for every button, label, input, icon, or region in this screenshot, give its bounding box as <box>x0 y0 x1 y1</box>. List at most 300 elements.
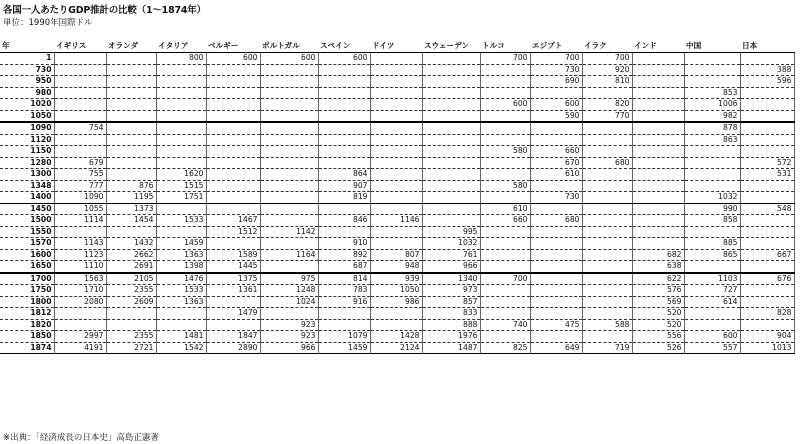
gdp-cell[interactable] <box>480 285 530 297</box>
gdp-cell[interactable] <box>632 226 684 238</box>
gdp-cell[interactable] <box>684 261 740 273</box>
gdp-cell[interactable] <box>370 226 422 238</box>
gdp-cell[interactable] <box>156 110 206 122</box>
year-cell[interactable]: 1850 <box>0 331 54 343</box>
gdp-cell[interactable]: 990 <box>684 203 740 215</box>
gdp-cell[interactable] <box>318 134 370 146</box>
gdp-cell[interactable] <box>54 134 106 146</box>
gdp-cell[interactable] <box>260 203 318 215</box>
gdp-cell[interactable]: 916 <box>318 296 370 308</box>
gdp-cell[interactable] <box>632 134 684 146</box>
gdp-cell[interactable] <box>740 53 794 65</box>
gdp-cell[interactable]: 876 <box>106 180 156 192</box>
gdp-cell[interactable] <box>582 192 632 204</box>
gdp-cell[interactable] <box>106 87 156 99</box>
gdp-cell[interactable] <box>260 76 318 88</box>
gdp-cell[interactable] <box>370 87 422 99</box>
gdp-cell[interactable] <box>370 146 422 158</box>
gdp-cell[interactable] <box>684 53 740 65</box>
gdp-cell[interactable]: 580 <box>480 146 530 158</box>
gdp-cell[interactable] <box>206 296 260 308</box>
gdp-cell[interactable] <box>206 76 260 88</box>
gdp-cell[interactable] <box>156 87 206 99</box>
gdp-cell[interactable]: 660 <box>530 146 582 158</box>
gdp-cell[interactable] <box>106 157 156 169</box>
gdp-cell[interactable] <box>422 146 480 158</box>
year-cell[interactable]: 1300 <box>0 169 54 181</box>
gdp-cell[interactable] <box>582 134 632 146</box>
gdp-cell[interactable] <box>206 203 260 215</box>
gdp-cell[interactable] <box>206 146 260 158</box>
gdp-cell[interactable]: 1013 <box>740 342 794 354</box>
gdp-cell[interactable]: 1363 <box>156 249 206 261</box>
gdp-cell[interactable] <box>106 308 156 320</box>
gdp-cell[interactable]: 1751 <box>156 192 206 204</box>
gdp-cell[interactable]: 1847 <box>206 331 260 343</box>
gdp-cell[interactable] <box>106 169 156 181</box>
gdp-cell[interactable] <box>530 249 582 261</box>
gdp-cell[interactable]: 649 <box>530 342 582 354</box>
gdp-cell[interactable]: 1515 <box>156 180 206 192</box>
gdp-cell[interactable] <box>370 203 422 215</box>
gdp-cell[interactable] <box>370 169 422 181</box>
gdp-cell[interactable] <box>370 180 422 192</box>
gdp-cell[interactable]: 600 <box>260 53 318 65</box>
gdp-cell[interactable] <box>206 319 260 331</box>
year-cell[interactable]: 1600 <box>0 249 54 261</box>
gdp-cell[interactable] <box>370 134 422 146</box>
gdp-cell[interactable] <box>54 319 106 331</box>
gdp-cell[interactable] <box>684 226 740 238</box>
gdp-cell[interactable] <box>632 203 684 215</box>
gdp-cell[interactable] <box>582 285 632 297</box>
gdp-cell[interactable] <box>530 180 582 192</box>
year-cell[interactable]: 1650 <box>0 261 54 273</box>
gdp-cell[interactable]: 2355 <box>106 285 156 297</box>
gdp-cell[interactable] <box>632 169 684 181</box>
gdp-cell[interactable] <box>530 273 582 285</box>
gdp-cell[interactable] <box>632 157 684 169</box>
gdp-cell[interactable] <box>106 53 156 65</box>
gdp-cell[interactable] <box>684 64 740 76</box>
year-cell[interactable]: 1 <box>0 53 54 65</box>
gdp-cell[interactable]: 1459 <box>156 238 206 250</box>
gdp-cell[interactable]: 863 <box>684 134 740 146</box>
gdp-cell[interactable] <box>318 308 370 320</box>
gdp-cell[interactable] <box>106 134 156 146</box>
gdp-cell[interactable] <box>480 76 530 88</box>
gdp-cell[interactable]: 865 <box>684 249 740 261</box>
gdp-cell[interactable]: 828 <box>740 308 794 320</box>
gdp-cell[interactable] <box>582 180 632 192</box>
gdp-cell[interactable] <box>422 64 480 76</box>
gdp-cell[interactable]: 2890 <box>206 342 260 354</box>
gdp-cell[interactable]: 700 <box>480 273 530 285</box>
gdp-cell[interactable] <box>422 215 480 227</box>
gdp-cell[interactable] <box>370 192 422 204</box>
gdp-cell[interactable] <box>318 99 370 111</box>
gdp-cell[interactable]: 520 <box>632 319 684 331</box>
gdp-cell[interactable]: 1024 <box>260 296 318 308</box>
gdp-cell[interactable]: 2721 <box>106 342 156 354</box>
gdp-cell[interactable] <box>206 192 260 204</box>
year-cell[interactable]: 1812 <box>0 308 54 320</box>
year-cell[interactable]: 1020 <box>0 99 54 111</box>
gdp-cell[interactable]: 588 <box>582 319 632 331</box>
gdp-cell[interactable] <box>370 308 422 320</box>
gdp-cell[interactable] <box>422 192 480 204</box>
gdp-cell[interactable]: 1487 <box>422 342 480 354</box>
gdp-cell[interactable]: 388 <box>740 64 794 76</box>
gdp-cell[interactable] <box>260 134 318 146</box>
gdp-cell[interactable] <box>422 203 480 215</box>
gdp-cell[interactable]: 667 <box>740 249 794 261</box>
gdp-cell[interactable]: 819 <box>318 192 370 204</box>
gdp-cell[interactable] <box>530 203 582 215</box>
gdp-cell[interactable] <box>318 110 370 122</box>
gdp-cell[interactable] <box>156 99 206 111</box>
gdp-cell[interactable] <box>530 296 582 308</box>
gdp-cell[interactable] <box>480 249 530 261</box>
gdp-cell[interactable] <box>530 261 582 273</box>
gdp-cell[interactable]: 679 <box>54 157 106 169</box>
gdp-cell[interactable]: 1428 <box>370 331 422 343</box>
gdp-cell[interactable]: 1361 <box>206 285 260 297</box>
gdp-cell[interactable]: 700 <box>582 53 632 65</box>
gdp-cell[interactable]: 600 <box>480 99 530 111</box>
gdp-cell[interactable] <box>740 192 794 204</box>
gdp-cell[interactable]: 888 <box>422 319 480 331</box>
gdp-cell[interactable] <box>106 122 156 134</box>
gdp-cell[interactable] <box>740 146 794 158</box>
gdp-cell[interactable]: 833 <box>422 308 480 320</box>
gdp-cell[interactable]: 2609 <box>106 296 156 308</box>
gdp-cell[interactable]: 2355 <box>106 331 156 343</box>
gdp-cell[interactable]: 1445 <box>206 261 260 273</box>
gdp-cell[interactable]: 807 <box>370 249 422 261</box>
gdp-cell[interactable] <box>530 134 582 146</box>
gdp-cell[interactable]: 820 <box>582 99 632 111</box>
gdp-cell[interactable]: 475 <box>530 319 582 331</box>
gdp-cell[interactable] <box>260 215 318 227</box>
gdp-cell[interactable]: 755 <box>54 169 106 181</box>
gdp-cell[interactable]: 1454 <box>106 215 156 227</box>
gdp-cell[interactable] <box>54 110 106 122</box>
gdp-cell[interactable] <box>582 203 632 215</box>
gdp-cell[interactable] <box>106 110 156 122</box>
gdp-cell[interactable] <box>106 319 156 331</box>
gdp-cell[interactable] <box>422 110 480 122</box>
gdp-cell[interactable] <box>582 122 632 134</box>
gdp-cell[interactable] <box>54 64 106 76</box>
gdp-cell[interactable]: 878 <box>684 122 740 134</box>
gdp-cell[interactable] <box>156 122 206 134</box>
gdp-cell[interactable]: 676 <box>740 273 794 285</box>
year-cell[interactable]: 1570 <box>0 238 54 250</box>
gdp-cell[interactable] <box>260 261 318 273</box>
gdp-cell[interactable] <box>206 134 260 146</box>
gdp-cell[interactable]: 939 <box>370 273 422 285</box>
gdp-cell[interactable] <box>480 261 530 273</box>
gdp-cell[interactable]: 1479 <box>206 308 260 320</box>
gdp-cell[interactable]: 1533 <box>156 215 206 227</box>
gdp-cell[interactable] <box>582 87 632 99</box>
gdp-cell[interactable]: 923 <box>260 319 318 331</box>
gdp-cell[interactable] <box>480 192 530 204</box>
gdp-cell[interactable] <box>54 99 106 111</box>
gdp-cell[interactable] <box>422 157 480 169</box>
gdp-cell[interactable] <box>260 64 318 76</box>
gdp-cell[interactable] <box>260 146 318 158</box>
gdp-cell[interactable]: 1050 <box>370 285 422 297</box>
gdp-cell[interactable]: 1055 <box>54 203 106 215</box>
gdp-cell[interactable] <box>370 238 422 250</box>
gdp-cell[interactable]: 2662 <box>106 249 156 261</box>
gdp-cell[interactable] <box>318 226 370 238</box>
gdp-cell[interactable] <box>530 87 582 99</box>
gdp-cell[interactable]: 1459 <box>318 342 370 354</box>
gdp-cell[interactable] <box>632 215 684 227</box>
year-cell[interactable]: 1874 <box>0 342 54 354</box>
gdp-cell[interactable] <box>480 157 530 169</box>
gdp-cell[interactable]: 761 <box>422 249 480 261</box>
gdp-cell[interactable] <box>740 110 794 122</box>
gdp-cell[interactable] <box>318 76 370 88</box>
gdp-cell[interactable]: 885 <box>684 238 740 250</box>
gdp-cell[interactable]: 614 <box>684 296 740 308</box>
year-cell[interactable]: 1280 <box>0 157 54 169</box>
gdp-cell[interactable]: 576 <box>632 285 684 297</box>
gdp-cell[interactable]: 610 <box>480 203 530 215</box>
year-cell[interactable]: 1050 <box>0 110 54 122</box>
gdp-cell[interactable] <box>480 169 530 181</box>
gdp-cell[interactable]: 2080 <box>54 296 106 308</box>
gdp-cell[interactable]: 700 <box>480 53 530 65</box>
gdp-cell[interactable] <box>582 146 632 158</box>
year-cell[interactable]: 1348 <box>0 180 54 192</box>
gdp-cell[interactable] <box>480 134 530 146</box>
gdp-cell[interactable]: 680 <box>530 215 582 227</box>
gdp-cell[interactable]: 4191 <box>54 342 106 354</box>
gdp-cell[interactable] <box>632 99 684 111</box>
gdp-cell[interactable] <box>370 76 422 88</box>
gdp-cell[interactable] <box>106 226 156 238</box>
gdp-cell[interactable] <box>260 238 318 250</box>
gdp-cell[interactable]: 740 <box>480 319 530 331</box>
gdp-cell[interactable] <box>530 331 582 343</box>
gdp-cell[interactable] <box>684 76 740 88</box>
gdp-cell[interactable]: 825 <box>480 342 530 354</box>
gdp-cell[interactable] <box>740 296 794 308</box>
gdp-cell[interactable]: 783 <box>318 285 370 297</box>
gdp-cell[interactable] <box>632 53 684 65</box>
gdp-cell[interactable]: 531 <box>740 169 794 181</box>
gdp-cell[interactable] <box>206 87 260 99</box>
gdp-cell[interactable]: 1143 <box>54 238 106 250</box>
gdp-cell[interactable] <box>530 122 582 134</box>
gdp-cell[interactable]: 727 <box>684 285 740 297</box>
gdp-cell[interactable] <box>582 226 632 238</box>
gdp-cell[interactable]: 569 <box>632 296 684 308</box>
gdp-cell[interactable] <box>632 180 684 192</box>
gdp-cell[interactable]: 520 <box>632 308 684 320</box>
gdp-cell[interactable]: 846 <box>318 215 370 227</box>
gdp-cell[interactable]: 700 <box>530 53 582 65</box>
year-cell[interactable]: 1750 <box>0 285 54 297</box>
gdp-cell[interactable]: 1363 <box>156 296 206 308</box>
gdp-cell[interactable] <box>422 99 480 111</box>
gdp-cell[interactable] <box>106 76 156 88</box>
gdp-cell[interactable] <box>370 157 422 169</box>
gdp-cell[interactable] <box>582 296 632 308</box>
gdp-cell[interactable] <box>632 238 684 250</box>
gdp-cell[interactable] <box>582 273 632 285</box>
gdp-cell[interactable] <box>156 226 206 238</box>
gdp-cell[interactable] <box>54 87 106 99</box>
gdp-cell[interactable] <box>480 296 530 308</box>
gdp-cell[interactable] <box>206 169 260 181</box>
gdp-cell[interactable]: 1123 <box>54 249 106 261</box>
gdp-cell[interactable] <box>318 203 370 215</box>
gdp-cell[interactable] <box>632 122 684 134</box>
gdp-cell[interactable] <box>740 87 794 99</box>
gdp-cell[interactable]: 910 <box>318 238 370 250</box>
gdp-cell[interactable] <box>370 110 422 122</box>
gdp-cell[interactable] <box>740 319 794 331</box>
gdp-cell[interactable] <box>422 169 480 181</box>
gdp-cell[interactable]: 864 <box>318 169 370 181</box>
gdp-cell[interactable]: 1589 <box>206 249 260 261</box>
gdp-cell[interactable] <box>740 180 794 192</box>
gdp-cell[interactable] <box>480 64 530 76</box>
gdp-cell[interactable]: 2691 <box>106 261 156 273</box>
year-cell[interactable]: 730 <box>0 64 54 76</box>
gdp-cell[interactable] <box>106 64 156 76</box>
gdp-cell[interactable] <box>422 87 480 99</box>
gdp-cell[interactable] <box>206 180 260 192</box>
gdp-cell[interactable]: 1006 <box>684 99 740 111</box>
gdp-cell[interactable] <box>684 169 740 181</box>
gdp-cell[interactable]: 986 <box>370 296 422 308</box>
gdp-cell[interactable]: 670 <box>530 157 582 169</box>
gdp-cell[interactable] <box>206 122 260 134</box>
gdp-cell[interactable]: 1079 <box>318 331 370 343</box>
gdp-cell[interactable] <box>370 319 422 331</box>
gdp-cell[interactable]: 690 <box>530 76 582 88</box>
gdp-cell[interactable]: 1512 <box>206 226 260 238</box>
gdp-cell[interactable] <box>260 122 318 134</box>
gdp-cell[interactable] <box>740 215 794 227</box>
gdp-cell[interactable] <box>530 308 582 320</box>
gdp-cell[interactable]: 858 <box>684 215 740 227</box>
gdp-cell[interactable] <box>106 99 156 111</box>
gdp-cell[interactable]: 730 <box>530 192 582 204</box>
gdp-cell[interactable]: 1103 <box>684 273 740 285</box>
gdp-cell[interactable] <box>582 308 632 320</box>
year-cell[interactable]: 1150 <box>0 146 54 158</box>
gdp-cell[interactable] <box>156 146 206 158</box>
gdp-cell[interactable] <box>684 308 740 320</box>
gdp-cell[interactable]: 1142 <box>260 226 318 238</box>
year-cell[interactable]: 1820 <box>0 319 54 331</box>
gdp-cell[interactable]: 1146 <box>370 215 422 227</box>
gdp-cell[interactable] <box>582 238 632 250</box>
gdp-cell[interactable] <box>530 285 582 297</box>
gdp-cell[interactable] <box>632 192 684 204</box>
gdp-cell[interactable] <box>156 203 206 215</box>
gdp-cell[interactable]: 600 <box>530 99 582 111</box>
gdp-cell[interactable]: 622 <box>632 273 684 285</box>
gdp-cell[interactable]: 660 <box>480 215 530 227</box>
gdp-cell[interactable] <box>318 87 370 99</box>
gdp-cell[interactable] <box>156 157 206 169</box>
gdp-cell[interactable]: 966 <box>260 342 318 354</box>
gdp-cell[interactable] <box>422 122 480 134</box>
gdp-cell[interactable] <box>684 319 740 331</box>
gdp-cell[interactable] <box>684 146 740 158</box>
gdp-cell[interactable] <box>480 110 530 122</box>
gdp-cell[interactable] <box>582 169 632 181</box>
year-cell[interactable]: 1500 <box>0 215 54 227</box>
gdp-cell[interactable] <box>54 226 106 238</box>
gdp-cell[interactable]: 754 <box>54 122 106 134</box>
gdp-cell[interactable] <box>318 122 370 134</box>
gdp-cell[interactable] <box>370 122 422 134</box>
gdp-cell[interactable] <box>582 215 632 227</box>
year-cell[interactable]: 980 <box>0 87 54 99</box>
gdp-cell[interactable]: 923 <box>260 331 318 343</box>
gdp-cell[interactable]: 610 <box>530 169 582 181</box>
gdp-cell[interactable]: 1533 <box>156 285 206 297</box>
gdp-cell[interactable]: 730 <box>530 64 582 76</box>
gdp-cell[interactable] <box>480 226 530 238</box>
gdp-cell[interactable]: 1467 <box>206 215 260 227</box>
gdp-cell[interactable]: 596 <box>740 76 794 88</box>
gdp-cell[interactable]: 590 <box>530 110 582 122</box>
gdp-cell[interactable]: 2105 <box>106 273 156 285</box>
gdp-cell[interactable] <box>740 226 794 238</box>
gdp-cell[interactable] <box>156 64 206 76</box>
gdp-cell[interactable] <box>156 134 206 146</box>
gdp-cell[interactable]: 1620 <box>156 169 206 181</box>
gdp-cell[interactable]: 995 <box>422 226 480 238</box>
gdp-cell[interactable] <box>480 122 530 134</box>
gdp-cell[interactable]: 800 <box>156 53 206 65</box>
gdp-cell[interactable]: 687 <box>318 261 370 273</box>
gdp-cell[interactable]: 2997 <box>54 331 106 343</box>
gdp-cell[interactable] <box>740 99 794 111</box>
gdp-cell[interactable] <box>260 157 318 169</box>
gdp-cell[interactable]: 719 <box>582 342 632 354</box>
gdp-cell[interactable] <box>54 76 106 88</box>
gdp-cell[interactable]: 1542 <box>156 342 206 354</box>
gdp-cell[interactable] <box>260 192 318 204</box>
gdp-cell[interactable] <box>260 99 318 111</box>
gdp-cell[interactable]: 556 <box>632 331 684 343</box>
gdp-cell[interactable]: 638 <box>632 261 684 273</box>
gdp-cell[interactable] <box>740 261 794 273</box>
gdp-cell[interactable]: 1976 <box>422 331 480 343</box>
gdp-cell[interactable]: 1563 <box>54 273 106 285</box>
gdp-cell[interactable]: 1114 <box>54 215 106 227</box>
gdp-cell[interactable] <box>480 238 530 250</box>
gdp-cell[interactable]: 975 <box>260 273 318 285</box>
year-cell[interactable]: 1800 <box>0 296 54 308</box>
gdp-cell[interactable] <box>260 308 318 320</box>
gdp-cell[interactable]: 777 <box>54 180 106 192</box>
gdp-cell[interactable] <box>206 110 260 122</box>
year-cell[interactable]: 1400 <box>0 192 54 204</box>
